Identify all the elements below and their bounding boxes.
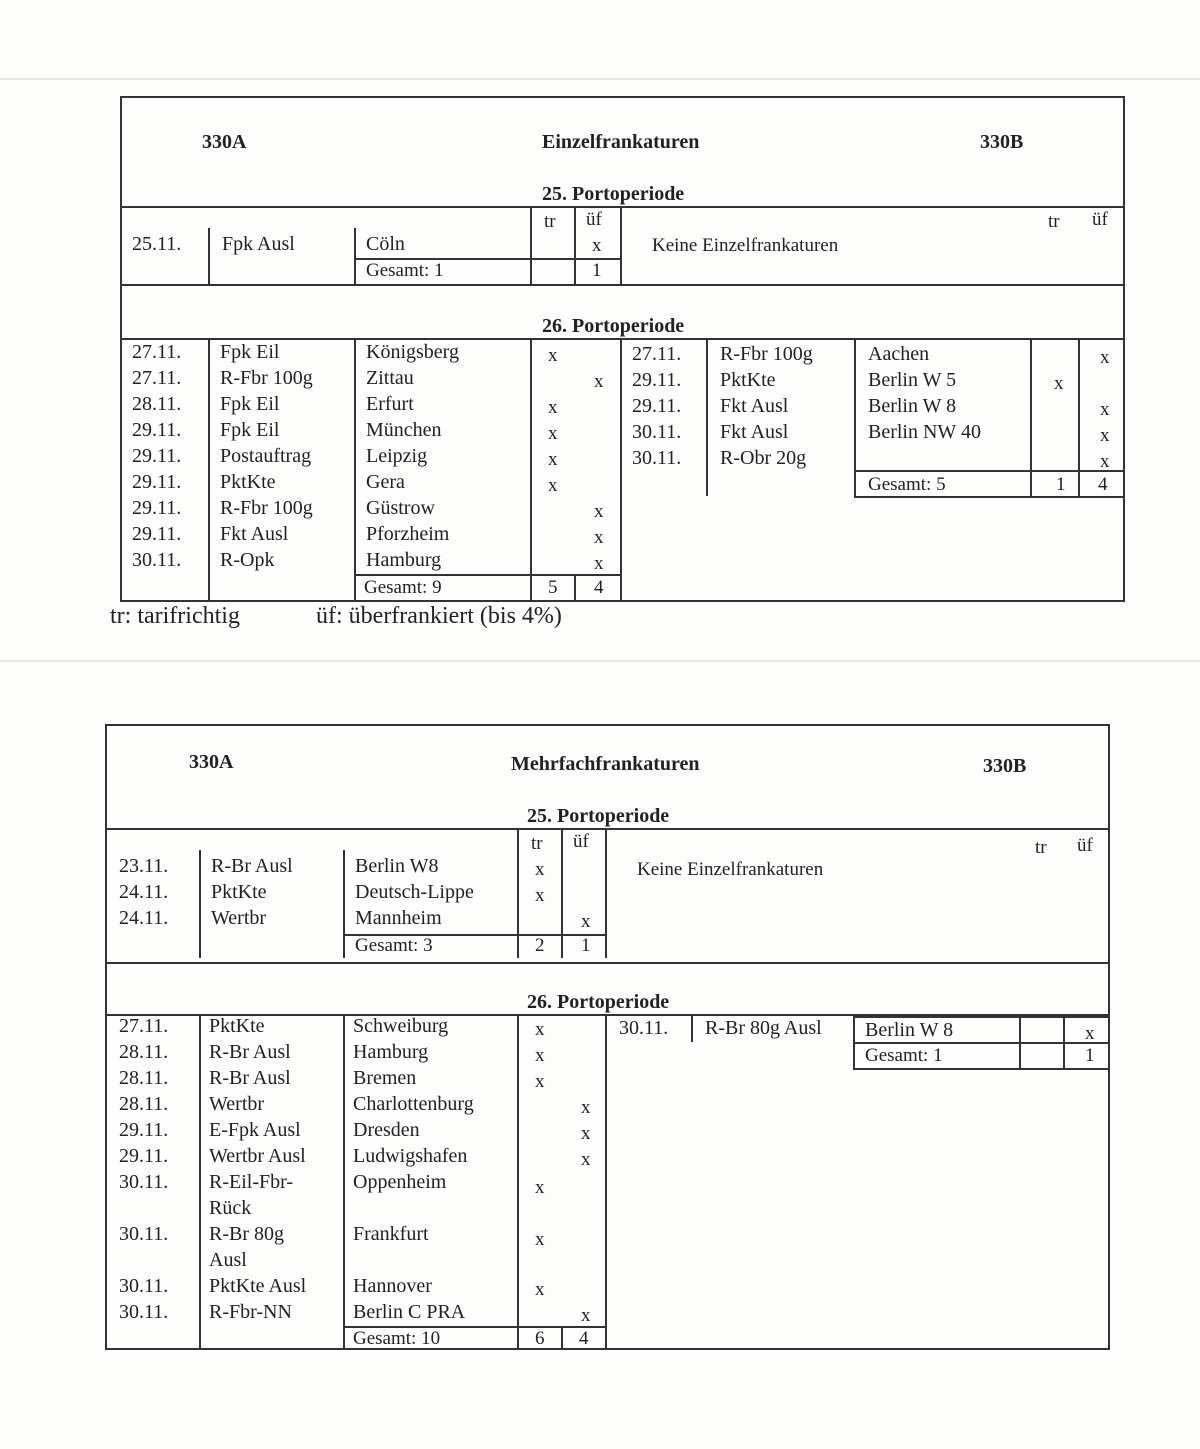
total-tr: 2 xyxy=(535,935,545,956)
divider xyxy=(605,1014,607,1350)
total-label: Gesamt: 3 xyxy=(355,935,433,956)
row-date: 27.11. xyxy=(132,367,182,389)
row-uf: x xyxy=(594,553,604,574)
total-uf: 1 xyxy=(1085,1045,1095,1066)
row-tr: x xyxy=(535,1229,545,1250)
row-date: 29.11. xyxy=(132,419,182,441)
row-type: Postauftrag xyxy=(220,445,312,467)
row-type: R-Fbr-NN xyxy=(209,1301,292,1323)
row-tr: x xyxy=(1054,373,1064,394)
row-tr: x xyxy=(548,475,558,496)
row-type: R-Br Ausl xyxy=(209,1067,291,1089)
row-type: PktKte Ausl xyxy=(209,1275,307,1297)
row-date: 30.11. xyxy=(632,447,682,469)
divider xyxy=(1030,338,1032,496)
total-uf: 4 xyxy=(594,577,604,598)
row-date: 30.11. xyxy=(119,1301,169,1323)
row-date: 29.11. xyxy=(119,1119,169,1141)
divider xyxy=(199,1014,201,1350)
row-type: Wertbr Ausl xyxy=(209,1145,306,1167)
divider xyxy=(530,206,532,284)
total-uf: 4 xyxy=(1098,474,1108,495)
divider xyxy=(354,574,620,576)
divider xyxy=(854,338,856,496)
row-date: 27.11. xyxy=(632,343,682,365)
row-place: Hamburg xyxy=(366,549,442,571)
table-title: Mehrfachfrankaturen xyxy=(511,753,700,775)
row-place: Erfurt xyxy=(366,393,414,415)
row-uf: x xyxy=(1100,399,1110,420)
column-header-uf: üf xyxy=(573,831,589,852)
row-type: PktKte xyxy=(211,881,267,903)
row-uf: x xyxy=(594,501,604,522)
row-uf: x xyxy=(1100,451,1110,472)
row-date: 29.11. xyxy=(132,445,182,467)
row-place: Zittau xyxy=(366,367,414,389)
row-type: R-Br Ausl xyxy=(211,855,293,877)
divider xyxy=(620,338,622,602)
row-type: PktKte xyxy=(720,369,776,391)
row-date: 25.11. xyxy=(132,233,182,255)
row-type: R-Fbr 100g xyxy=(720,343,813,365)
row-place: Berlin W 5 xyxy=(868,369,957,391)
row-date: 29.11. xyxy=(119,1145,169,1167)
row-type: PktKte xyxy=(209,1015,265,1037)
row-place: Schweiburg xyxy=(353,1015,449,1037)
row-date: 30.11. xyxy=(119,1171,169,1193)
period-25-heading: 25. Portoperiode xyxy=(542,183,685,205)
row-uf: x xyxy=(581,1123,591,1144)
divider xyxy=(574,574,576,602)
row-date: 29.11. xyxy=(132,497,182,519)
period-26-heading: 26. Portoperiode xyxy=(527,991,670,1013)
row-type: R-Br Ausl xyxy=(209,1041,291,1063)
row-type: R-Br 80g xyxy=(209,1223,284,1245)
column-header-uf: üf xyxy=(1092,209,1108,230)
period-26-heading: 26. Portoperiode xyxy=(542,315,685,337)
row-uf: x xyxy=(592,235,602,256)
row-place: Ludwigshafen xyxy=(353,1145,468,1167)
legend-tr: tr: tarifrichtig xyxy=(110,603,240,629)
total-label: Gesamt: 1 xyxy=(366,260,444,281)
divider xyxy=(561,828,563,958)
total-uf: 4 xyxy=(579,1328,589,1349)
row-place: Dresden xyxy=(353,1119,420,1141)
code-b: 330B xyxy=(983,755,1027,777)
row-date: 28.11. xyxy=(132,393,182,415)
row-date: 28.11. xyxy=(119,1041,169,1063)
period-25-heading: 25. Portoperiode xyxy=(527,805,670,827)
total-label: Gesamt: 5 xyxy=(868,474,946,495)
row-place: Berlin W 8 xyxy=(868,395,957,417)
row-type: Fpk Eil xyxy=(220,419,280,441)
row-type: R-Eil-Fbr- xyxy=(209,1171,294,1193)
divider xyxy=(517,1014,519,1350)
row-place: München xyxy=(366,419,442,441)
row-tr: x xyxy=(535,1019,545,1040)
row-place: Berlin W8 xyxy=(355,855,439,877)
row-tr: x xyxy=(535,1071,545,1092)
row-uf: x xyxy=(581,1097,591,1118)
row-place: Deutsch-Lippe xyxy=(355,881,474,903)
row-tr: x xyxy=(535,885,545,906)
row-place: Charlottenburg xyxy=(353,1093,474,1115)
divider xyxy=(208,338,210,602)
row-date: 24.11. xyxy=(119,907,169,929)
row-type: Wertbr xyxy=(211,907,267,929)
row-date: 30.11. xyxy=(119,1223,169,1245)
divider xyxy=(122,338,1125,340)
row-date: 28.11. xyxy=(119,1093,169,1115)
row-type: PktKte xyxy=(220,471,276,493)
row-date: 29.11. xyxy=(632,369,682,391)
row-uf: x xyxy=(581,911,591,932)
row-uf: x xyxy=(1100,425,1110,446)
row-place: Frankfurt xyxy=(353,1223,429,1245)
divider xyxy=(854,496,1125,498)
row-uf: x xyxy=(1085,1023,1095,1044)
table-einzelfrankaturen xyxy=(120,96,1125,602)
row-place: Berlin NW 40 xyxy=(868,421,981,443)
divider xyxy=(354,338,356,602)
code-b: 330B xyxy=(980,131,1024,153)
row-tr: x xyxy=(548,345,558,366)
row-tr: x xyxy=(535,1279,545,1300)
divider xyxy=(199,850,201,958)
row-tr: x xyxy=(548,449,558,470)
row-place: Berlin W 8 xyxy=(865,1019,954,1041)
scan-edge-top xyxy=(0,78,1200,80)
row-place: Königsberg xyxy=(366,341,459,363)
total-uf: 1 xyxy=(581,935,591,956)
scan-fold-middle xyxy=(0,660,1200,662)
row-type: R-Br 80g Ausl xyxy=(705,1017,822,1039)
row-place: Hamburg xyxy=(353,1041,429,1063)
row-place: Bremen xyxy=(353,1067,417,1089)
column-header-uf: üf xyxy=(1077,835,1093,856)
row-type: Fkt Ausl xyxy=(720,395,789,417)
row-type-cont: Ausl xyxy=(209,1249,247,1271)
row-date: 27.11. xyxy=(132,341,182,363)
divider xyxy=(343,850,345,958)
row-uf: x xyxy=(594,371,604,392)
column-header-tr: tr xyxy=(1048,211,1060,232)
row-tr: x xyxy=(535,1045,545,1066)
divider xyxy=(620,206,622,284)
divider xyxy=(343,1014,345,1350)
row-uf: x xyxy=(1100,347,1110,368)
row-date: 28.11. xyxy=(119,1067,169,1089)
row-tr: x xyxy=(548,397,558,418)
divider xyxy=(122,206,1125,208)
row-date: 29.11. xyxy=(132,523,182,545)
total-label: Gesamt: 1 xyxy=(865,1045,943,1066)
row-type: Wertbr xyxy=(209,1093,265,1115)
column-header-tr: tr xyxy=(531,833,543,854)
divider xyxy=(561,1326,563,1350)
row-uf: x xyxy=(581,1149,591,1170)
row-date: 23.11. xyxy=(119,855,169,877)
row-date: 30.11. xyxy=(632,421,682,443)
row-place: Oppenheim xyxy=(353,1171,447,1193)
total-tr: 1 xyxy=(1056,474,1066,495)
row-place: Berlin C PRA xyxy=(353,1301,466,1323)
divider xyxy=(853,1042,1110,1044)
row-tr: x xyxy=(548,423,558,444)
row-place: Mannheim xyxy=(355,907,442,929)
table-mehrfachfrankaturen xyxy=(105,724,1110,1350)
row-uf: x xyxy=(594,527,604,548)
row-date: 30.11. xyxy=(119,1275,169,1297)
code-a: 330A xyxy=(189,751,234,773)
column-header-tr: tr xyxy=(1035,837,1047,858)
row-type: Fpk Ausl xyxy=(222,233,295,255)
divider xyxy=(605,828,607,958)
total-label: Gesamt: 10 xyxy=(353,1328,441,1349)
row-place: Pforzheim xyxy=(366,523,450,545)
legend-uf: üf: überfrankiert (bis 4%) xyxy=(316,603,562,629)
divider xyxy=(122,284,1125,286)
divider xyxy=(517,828,519,958)
row-place: Güstrow xyxy=(366,497,435,519)
row-place: Hannover xyxy=(353,1275,432,1297)
code-a: 330A xyxy=(202,131,247,153)
column-header-uf: üf xyxy=(586,209,602,230)
row-tr: x xyxy=(535,859,545,880)
row-date: 29.11. xyxy=(132,471,182,493)
total-label: Gesamt: 9 xyxy=(364,577,442,598)
row-date: 27.11. xyxy=(119,1015,169,1037)
row-date: 30.11. xyxy=(619,1017,669,1039)
total-uf: 1 xyxy=(592,260,602,281)
row-tr: x xyxy=(535,1177,545,1198)
table-title: Einzelfrankaturen xyxy=(542,131,700,153)
divider xyxy=(107,828,1110,830)
row-type: R-Opk xyxy=(220,549,275,571)
row-type: Fpk Eil xyxy=(220,341,280,363)
divider xyxy=(854,470,1125,472)
divider xyxy=(853,1068,1110,1070)
row-place: Cöln xyxy=(366,233,405,255)
row-type: Fkt Ausl xyxy=(720,421,789,443)
divider xyxy=(574,206,576,284)
row-date: 24.11. xyxy=(119,881,169,903)
divider xyxy=(1078,338,1080,496)
divider xyxy=(208,228,210,284)
row-place: Aachen xyxy=(868,343,930,365)
divider xyxy=(354,228,356,284)
empty-note: Keine Einzelfrankaturen xyxy=(652,235,839,256)
total-tr: 5 xyxy=(548,577,558,598)
row-type: E-Fpk Ausl xyxy=(209,1119,301,1141)
divider xyxy=(706,338,708,496)
column-header-tr: tr xyxy=(544,211,556,232)
row-type-cont: Rück xyxy=(209,1197,252,1219)
row-type: R-Fbr 100g xyxy=(220,367,313,389)
row-type: Fkt Ausl xyxy=(220,523,289,545)
row-type: R-Fbr 100g xyxy=(220,497,313,519)
row-place: Gera xyxy=(366,471,405,493)
row-date: 29.11. xyxy=(632,395,682,417)
row-uf: x xyxy=(581,1305,591,1326)
row-date: 30.11. xyxy=(132,549,182,571)
row-type: R-Obr 20g xyxy=(720,447,807,469)
divider xyxy=(853,1016,1110,1018)
row-type: Fpk Eil xyxy=(220,393,280,415)
divider xyxy=(691,1014,693,1042)
empty-note: Keine Einzelfrankaturen xyxy=(637,859,824,880)
total-tr: 6 xyxy=(535,1328,545,1349)
divider xyxy=(530,338,532,602)
row-place: Leipzig xyxy=(366,445,428,467)
divider xyxy=(107,962,1110,964)
